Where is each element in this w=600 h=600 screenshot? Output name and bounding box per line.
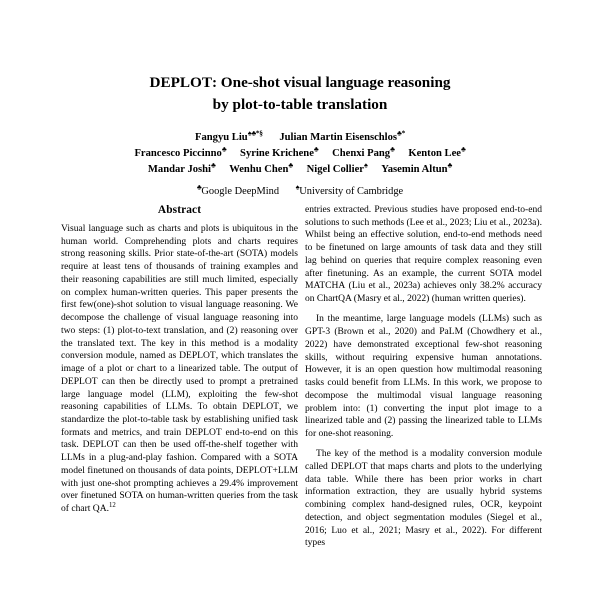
paragraph-segment: (Liu et al., 2023a) achieves only 38.2% accuracy on ChartQA (Masry et al., 2022) (human written queries). xyxy=(305,280,542,305)
author xyxy=(306,160,368,176)
author-name: Kenton Lee xyxy=(408,148,461,160)
abstract-text xyxy=(61,223,298,516)
affiliation-name: Google DeepMind xyxy=(201,186,280,198)
body-columns xyxy=(0,204,600,600)
affiliation-mark: ♠ xyxy=(295,182,300,192)
author xyxy=(134,144,227,160)
author xyxy=(279,128,405,144)
abstract-segment: can then be used off-the-shelf together with LLMs in a plug-and-play fashion. Compared with a SOTA model finetuned on thousands of data points, xyxy=(61,439,298,476)
model-name-mention: DEPLOT xyxy=(82,439,120,451)
paragraph-segment: The key of the method is a modality conversion module called xyxy=(305,448,542,472)
author-affiliation-marks: ♣ xyxy=(447,160,453,170)
author-name: Wenhu Chen xyxy=(229,164,289,176)
author xyxy=(229,160,293,176)
model-name-mention: DEPLOT xyxy=(242,401,279,413)
model-name-mention: DEPLOT xyxy=(235,464,273,476)
author xyxy=(147,160,216,176)
model-name-mention: DEPLOT xyxy=(61,375,98,387)
body-paragraph xyxy=(305,448,542,550)
author-affiliation-marks: ♠♣*§ xyxy=(247,128,263,138)
author-affiliation-marks: ♣ xyxy=(390,144,395,154)
body-paragraph xyxy=(305,204,542,306)
author-affiliation-marks: ♣ xyxy=(313,144,319,154)
affiliation-name: University of Cambridge xyxy=(299,186,404,198)
author-affiliation-marks: ♣ xyxy=(288,160,293,170)
author-name: Chenxi Pang xyxy=(332,148,391,160)
author-name: Francesco Piccinno xyxy=(134,148,222,160)
title-block xyxy=(0,0,600,200)
author-name: Nigel Collier xyxy=(306,164,364,176)
author-list xyxy=(62,130,538,178)
author-affiliation-marks: ♣ xyxy=(211,160,216,170)
title-model-name: DEPLOT xyxy=(149,74,212,91)
author-name: Julian Martin Eisenschlos xyxy=(279,132,398,144)
author xyxy=(332,144,395,160)
abstract-segment: , we standardize the plot-to-table task by establishing unified task formats and metrics, and train xyxy=(61,401,298,438)
author xyxy=(240,144,319,160)
author-affiliation-marks: ♠ xyxy=(363,160,368,170)
author-affiliation-marks: ♣ xyxy=(461,144,466,154)
author xyxy=(381,160,453,176)
body-paragraph: In the meantime, large language models (LLMs) such as GPT-3 (Brown et al., 2020) and PaLM (Chowdhery et al., 2022) have demonstrated exceptional few-shot reasoning skills, without requiring expensive human annotations. However, it is an open question how multimodal reasoning tasks could benefit from LLMs. In this work, we propose to decompose the multimodal visual language reasoning problem into: (1) converting the input plot image to a linearized table and (2) passing the linearized table to LLMs for one-shot reasoning. xyxy=(305,313,542,439)
abstract-segment: can then be directly used to prompt a pretrained large language model (LLM), exploiting the few-shot reasoning capabilities of LLMs. To obtain xyxy=(61,375,298,413)
page-title xyxy=(62,72,538,115)
author-row xyxy=(62,162,538,178)
affiliation-list xyxy=(62,182,538,200)
abstract-segment: end-to-end on this task. xyxy=(61,426,298,451)
footnote-marker: 12 xyxy=(108,501,116,509)
abstract-segment: +LLM with just one-shot prompting achieves a 29.4% improvement over finetuned SOTA on human-written queries from the task of chart QA. xyxy=(61,464,298,515)
author xyxy=(194,128,263,144)
author-name: Syrine Krichene xyxy=(240,148,314,160)
author-name: Mandar Joshi xyxy=(147,164,211,176)
paragraph-segment: that maps charts and plots to the underlying data table. While there has been prior works in chart information extraction, they are usually hybrid systems combining complex hand-designed rules, OCR, keypoint detection, and object segmentation modules (Siegel et al., 2016; Luo et al., 2021; Masry et al., 2022). For different types xyxy=(305,460,542,549)
model-name-mention: DEPLOT xyxy=(185,426,222,438)
author-name: Fangyu Liu xyxy=(194,132,248,144)
author xyxy=(408,144,466,160)
title-line2: by plot-to-table translation xyxy=(212,95,388,113)
author-affiliation-marks: ♣ xyxy=(221,144,227,154)
model-name-mention: DEPLOT xyxy=(179,350,216,362)
title-line1-rest: : One-shot visual language reasoning xyxy=(211,74,451,91)
model-name-mention: DEPLOT xyxy=(330,460,368,472)
author-row xyxy=(62,146,538,162)
right-column xyxy=(305,204,542,600)
left-column xyxy=(61,204,298,600)
author-affiliation-marks: ♣* xyxy=(397,128,405,138)
model-name-mention: MATCHA xyxy=(305,280,346,292)
abstract-heading: Abstract xyxy=(157,204,202,216)
paragraph-segment: entries extracted. Previous studies have proposed end-to-end solutions to such methods (Lee et al., 2023; Liu et al., 2023a). Whilst being an effective solution, end-to-end methods need to be finetuned on large amounts of task data and they still lag behind on queries that require complex reasoning even after finetuning. As an example, the current SOTA model xyxy=(305,204,542,279)
affiliation xyxy=(196,182,280,198)
abstract-segment: , which translates the image of a plot or chart to a linearized table. The output of xyxy=(61,350,298,375)
affiliation xyxy=(295,182,404,198)
abstract-segment: Visual language such as charts and plots is ubiquitous in the human world. Comprehending plots and charts requires strong reasoning skills. Prior state-of-the-art (SOTA) models require at least tens of thousands of training examples and their reasoning capabilities are still much limited, especially on complex human-written queries. This paper presents the first few(one)-shot solution to visual language reasoning. We decompose the challenge of visual language reasoning into two steps: (1) plot-to-text translation, and (2) reasoning over the translated text. The key in this method is a modality conversion module, named as xyxy=(61,223,298,362)
author-name: Yasemin Altun xyxy=(381,164,448,176)
author-row xyxy=(62,130,538,146)
affiliation-mark: ♣ xyxy=(196,182,202,192)
